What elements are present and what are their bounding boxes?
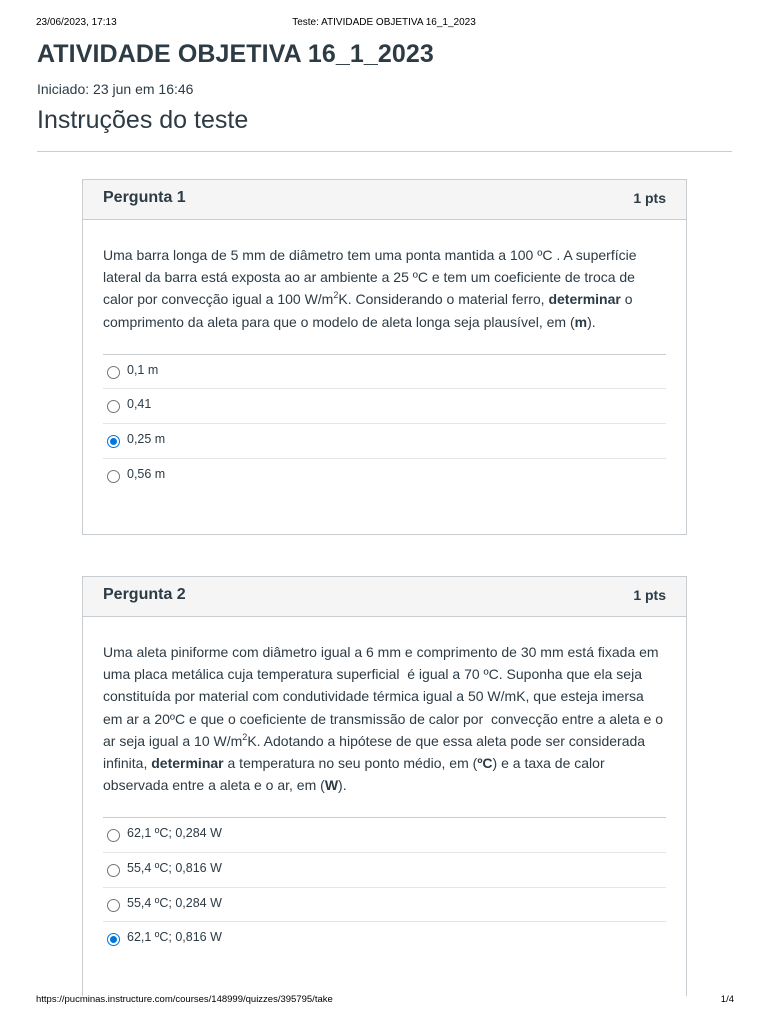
question-body	[83, 220, 686, 493]
question-header	[83, 180, 686, 220]
answer-option[interactable]	[103, 389, 666, 424]
question-2	[82, 576, 687, 996]
radio-button[interactable]	[107, 829, 120, 842]
question-1	[82, 179, 687, 535]
print-footer	[0, 994, 768, 1008]
answer-label[interactable]: 0,25 m	[127, 432, 166, 446]
print-datetime: 23/06/2023, 17:13	[36, 17, 117, 28]
quiz-title: ATIVIDADE OBJETIVA 16_1_2023	[37, 40, 434, 68]
answer-label[interactable]: 0,1 m	[127, 362, 159, 377]
print-header	[0, 17, 768, 31]
print-page-number: 1/4	[720, 994, 734, 1005]
radio-button[interactable]	[107, 366, 120, 379]
instructions-title: Instruções do teste	[37, 106, 249, 134]
answer-option[interactable]	[103, 459, 666, 494]
answer-option[interactable]	[103, 818, 666, 853]
radio-button[interactable]	[107, 400, 120, 413]
question-points: 1 pts	[633, 587, 666, 603]
answer-option[interactable]	[103, 355, 666, 390]
question-name: Pergunta 1	[103, 189, 186, 206]
answer-label[interactable]: 0,56 m	[127, 466, 166, 481]
quiz-started-time: Iniciado: 23 jun em 16:46	[37, 81, 194, 97]
answer-list	[103, 817, 666, 956]
radio-button[interactable]	[107, 435, 120, 448]
answer-list	[103, 354, 666, 493]
print-url: https://pucminas.instructure.com/courses/148999/quizzes/395795/take	[36, 994, 333, 1005]
print-page-title: Teste: ATIVIDADE OBJETIVA 16_1_2023	[292, 17, 476, 28]
answer-option[interactable]	[103, 424, 666, 459]
question-header	[83, 577, 686, 617]
divider	[37, 151, 732, 152]
answer-label[interactable]: 62,1 ºC; 0,816 W	[127, 930, 222, 945]
answer-option[interactable]	[103, 922, 666, 957]
question-points: 1 pts	[633, 190, 666, 206]
radio-button[interactable]	[107, 864, 120, 877]
answer-option[interactable]	[103, 853, 666, 888]
answer-label[interactable]: 62,1 ºC; 0,284 W	[127, 826, 222, 841]
radio-button[interactable]	[107, 933, 120, 946]
question-name: Pergunta 2	[103, 586, 186, 603]
question-body	[83, 617, 686, 957]
answer-label[interactable]: 55,4 ºC; 0,284 W	[127, 895, 222, 910]
radio-button[interactable]	[107, 470, 120, 483]
answer-option[interactable]	[103, 888, 666, 923]
question-text: Uma barra longa de 5 mm de diâmetro tem uma ponta mantida a 100 ºC . A superfície lateral da barra está exposta ao ar ambiente a 25 ºC e tem um coeficiente de troca de calor por convecção igual a 100 $W/m^2K$. Considerando o material ferro, determinar o comprimento da aleta para que o modelo de aleta longa seja plausível, em (m).	[103, 247, 637, 330]
answer-label[interactable]: 55,4 ºC; 0,816 W	[127, 861, 222, 876]
radio-button[interactable]	[107, 899, 120, 912]
question-text: Uma aleta piniforme com diâmetro igual a 6 mm e comprimento de 30 mm está fixada em uma placa metálica cuja temperatura superficial é igual a 70 ºC. Suponha que ela seja constituída por material com condutividade térmica igual a 50 W/mK, que esteja imersa em ar a 20ºC e que o coeficiente de transmissão de calor por convecção entre a aleta e o ar seja igual a 10 $W/m^2K$. Adotando a hipótese de que essa aleta pode ser considerada infinita, determinar a temperatura no seu ponto médio, em (ºC) e a taxa de calor observada entre a aleta e o ar, em (W).	[103, 644, 663, 794]
answer-label[interactable]: 0,41	[127, 397, 152, 412]
